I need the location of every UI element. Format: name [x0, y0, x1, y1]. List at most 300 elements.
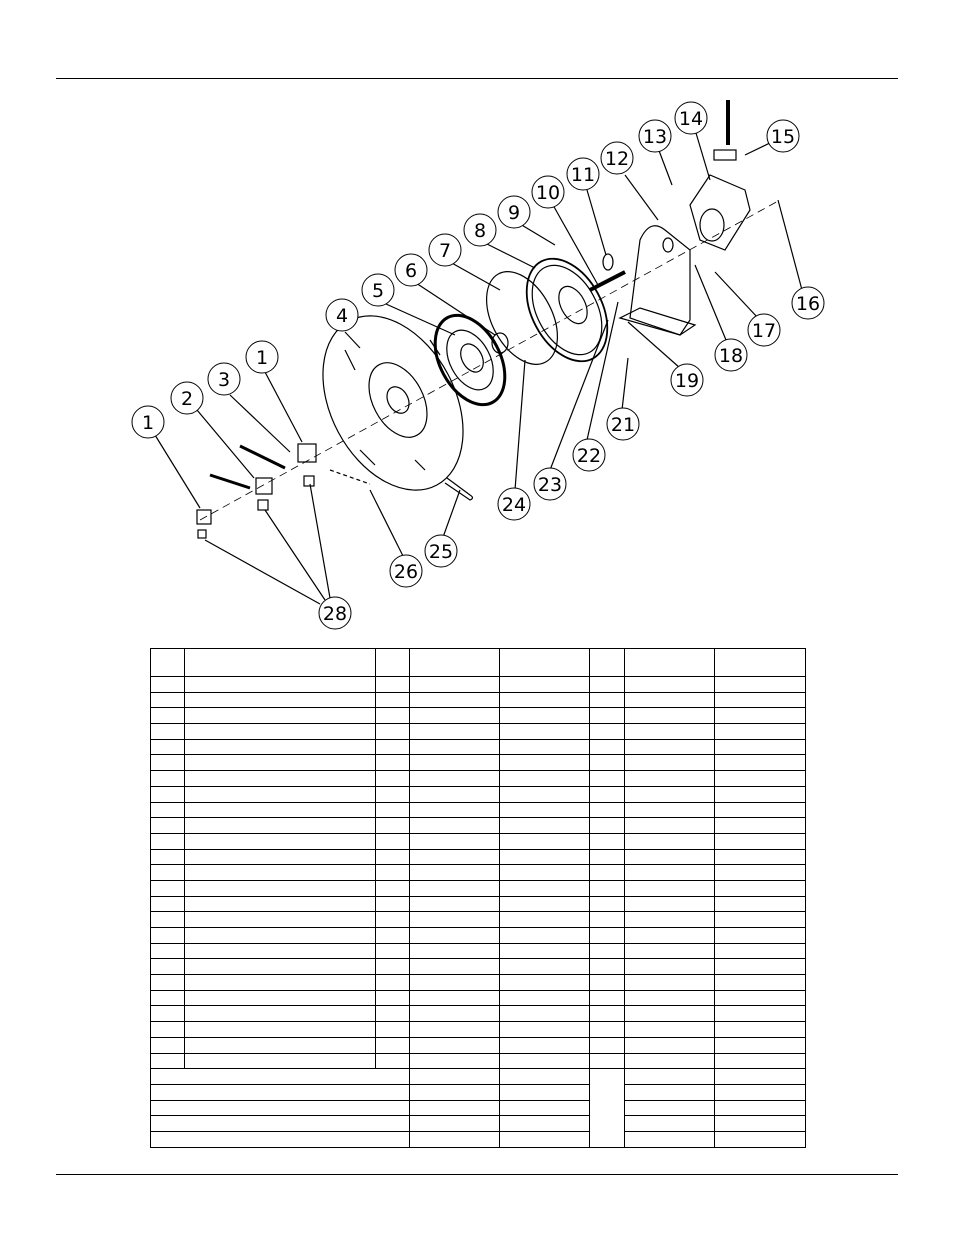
table-cell [185, 833, 376, 849]
callout-17 [748, 314, 780, 346]
table-cell [376, 928, 410, 944]
table-header-cell [500, 649, 590, 677]
table-cell [715, 739, 806, 755]
table-cell [715, 865, 806, 881]
table-header-cell [376, 649, 410, 677]
table-cell [151, 708, 185, 724]
table-cell [376, 802, 410, 818]
table-cell [151, 912, 185, 928]
parts-list-table [150, 648, 806, 1148]
table-cell [625, 677, 715, 693]
svg-text:25: 25 [428, 541, 454, 563]
table-cell [151, 802, 185, 818]
svg-text:1: 1 [255, 347, 269, 369]
table-cell [715, 1131, 806, 1147]
table-cell [715, 755, 806, 771]
table-cell [500, 708, 590, 724]
table-cell [625, 849, 715, 865]
table-cell [376, 724, 410, 740]
table-cell [500, 692, 590, 708]
svg-text:21: 21 [610, 414, 636, 436]
callout-12 [601, 142, 633, 174]
table-cell [500, 1116, 590, 1132]
table-cell [185, 677, 376, 693]
svg-text:16: 16 [795, 293, 821, 315]
table-row [151, 1022, 806, 1038]
table-cell [151, 1100, 410, 1116]
table-cell [625, 739, 715, 755]
table-cell [185, 724, 376, 740]
callout-5 [362, 274, 394, 306]
table-cell [625, 928, 715, 944]
table-cell [625, 1022, 715, 1038]
table-cell [625, 771, 715, 787]
svg-text:17: 17 [751, 320, 777, 342]
callout-1a [132, 406, 164, 438]
table-cell [376, 990, 410, 1006]
svg-text:13: 13 [642, 126, 668, 148]
table-cell [715, 912, 806, 928]
callout-16 [792, 287, 824, 319]
table-row [151, 692, 806, 708]
table-summary-row [151, 1100, 806, 1116]
table-header-cell [715, 649, 806, 677]
table-cell [410, 928, 500, 944]
table-cell [715, 833, 806, 849]
table-cell [376, 975, 410, 991]
table-cell [590, 692, 625, 708]
table-cell [715, 928, 806, 944]
table-cell [715, 1100, 806, 1116]
callout-6 [395, 254, 427, 286]
svg-text:2: 2 [180, 388, 194, 410]
table-cell [590, 1053, 625, 1069]
table-cell [500, 771, 590, 787]
table-cell [500, 786, 590, 802]
table-cell [185, 865, 376, 881]
table-cell [410, 771, 500, 787]
table-cell [500, 943, 590, 959]
table-cell [715, 943, 806, 959]
table-cell [376, 912, 410, 928]
table-cell [715, 896, 806, 912]
table-row [151, 739, 806, 755]
table-cell [410, 959, 500, 975]
reel-flange-drawing [295, 292, 492, 514]
table-row [151, 786, 806, 802]
table-cell [715, 975, 806, 991]
callout-14 [675, 102, 707, 134]
svg-text:28: 28 [322, 603, 348, 625]
table-cell [500, 865, 590, 881]
table-cell [500, 896, 590, 912]
table-cell [500, 1022, 590, 1038]
table-cell [500, 1006, 590, 1022]
table-cell [410, 786, 500, 802]
table-cell [500, 724, 590, 740]
table-cell [625, 1006, 715, 1022]
table-cell [590, 708, 625, 724]
table-cell [410, 990, 500, 1006]
table-row [151, 771, 806, 787]
table-cell [410, 1084, 500, 1100]
table-cell [715, 677, 806, 693]
table-cell [376, 739, 410, 755]
table-cell [376, 677, 410, 693]
table-cell [185, 1053, 376, 1069]
table-cell [500, 677, 590, 693]
table-cell [410, 802, 500, 818]
hose-fittings-drawing [197, 444, 316, 538]
svg-text:5: 5 [371, 280, 385, 302]
table-cell [151, 959, 185, 975]
table-cell [185, 1022, 376, 1038]
table-cell [185, 912, 376, 928]
table-cell [715, 849, 806, 865]
callout-28 [319, 597, 351, 629]
table-row [151, 975, 806, 991]
table-cell [151, 928, 185, 944]
table-cell [410, 1069, 500, 1085]
table-header-cell [185, 649, 376, 677]
callout-26 [390, 555, 422, 587]
svg-text:22: 22 [576, 445, 602, 467]
table-cell [410, 739, 500, 755]
table-cell [185, 975, 376, 991]
table-cell [376, 833, 410, 849]
table-cell [715, 1069, 806, 1085]
table-cell [590, 724, 625, 740]
table-cell [500, 880, 590, 896]
callout-23 [534, 468, 566, 500]
table-cell [151, 833, 185, 849]
table-cell [590, 1069, 625, 1147]
table-row [151, 802, 806, 818]
table-cell [151, 1084, 410, 1100]
table-cell [151, 975, 185, 991]
table-row [151, 959, 806, 975]
table-cell [151, 724, 185, 740]
table-row [151, 724, 806, 740]
table-cell [500, 1053, 590, 1069]
table-header-cell [625, 649, 715, 677]
callout-11 [567, 158, 599, 190]
table-cell [376, 1006, 410, 1022]
table-cell [500, 928, 590, 944]
table-cell [715, 818, 806, 834]
table-cell [151, 865, 185, 881]
table-cell [185, 849, 376, 865]
table-cell [151, 786, 185, 802]
table-cell [625, 692, 715, 708]
table-cell [715, 771, 806, 787]
table-cell [410, 943, 500, 959]
table-header-cell [410, 649, 500, 677]
callout-18 [715, 339, 747, 371]
table-cell [715, 802, 806, 818]
callout-1b [246, 341, 278, 373]
table-cell [185, 943, 376, 959]
table-cell [185, 880, 376, 896]
table-cell [151, 1053, 185, 1069]
svg-text:6: 6 [404, 260, 418, 282]
svg-text:15: 15 [770, 126, 796, 148]
table-cell [410, 677, 500, 693]
callout-22 [573, 439, 605, 471]
table-cell [500, 912, 590, 928]
table-cell [625, 912, 715, 928]
table-cell [625, 802, 715, 818]
table-summary-row [151, 1084, 806, 1100]
table-cell [185, 802, 376, 818]
table-cell [715, 724, 806, 740]
table-cell [500, 1037, 590, 1053]
svg-text:8: 8 [473, 220, 487, 242]
table-cell [715, 1053, 806, 1069]
table-cell [625, 943, 715, 959]
table-cell [151, 692, 185, 708]
callout-13 [639, 120, 671, 152]
callout-25 [425, 535, 457, 567]
table-row [151, 818, 806, 834]
table-cell [500, 755, 590, 771]
table-cell [410, 1022, 500, 1038]
table-cell [590, 1022, 625, 1038]
table-cell [376, 880, 410, 896]
svg-text:11: 11 [570, 164, 596, 186]
table-row [151, 677, 806, 693]
table-cell [715, 1084, 806, 1100]
table-cell [715, 990, 806, 1006]
table-cell [590, 912, 625, 928]
table-cell [410, 1006, 500, 1022]
table-cell [590, 943, 625, 959]
table-row [151, 880, 806, 896]
table-cell [590, 896, 625, 912]
table-cell [500, 1100, 590, 1116]
table-cell [151, 896, 185, 912]
table-summary-row [151, 1131, 806, 1147]
table-cell [376, 1037, 410, 1053]
table-cell [151, 1022, 185, 1038]
table-cell [376, 943, 410, 959]
table-cell [500, 849, 590, 865]
bottom-rule [56, 1174, 898, 1175]
table-cell [625, 1037, 715, 1053]
table-cell [590, 849, 625, 865]
svg-text:10: 10 [535, 182, 561, 204]
table-cell [151, 1006, 185, 1022]
table-cell [410, 912, 500, 928]
table-cell [376, 755, 410, 771]
table-cell [410, 708, 500, 724]
callout-3 [208, 363, 240, 395]
table-cell [625, 1084, 715, 1100]
table-cell [410, 880, 500, 896]
mounting-bracket-drawing [620, 226, 695, 335]
table-cell [410, 1053, 500, 1069]
table-cell [151, 880, 185, 896]
table-cell [376, 1022, 410, 1038]
table-cell [590, 990, 625, 1006]
table-cell [376, 771, 410, 787]
table-cell [590, 959, 625, 975]
table-cell [185, 1006, 376, 1022]
callout-7 [429, 234, 461, 266]
table-cell [185, 755, 376, 771]
table-row [151, 1053, 806, 1069]
table-cell [185, 786, 376, 802]
table-cell [715, 786, 806, 802]
table-cell [715, 708, 806, 724]
callout-24 [498, 488, 530, 520]
table-cell [151, 943, 185, 959]
table-row [151, 912, 806, 928]
table-cell [590, 865, 625, 881]
callout-10 [532, 176, 564, 208]
table-cell [185, 771, 376, 787]
table-row [151, 1037, 806, 1053]
table-cell [715, 959, 806, 975]
table-cell [715, 880, 806, 896]
table-cell [590, 975, 625, 991]
table-header-cell [590, 649, 625, 677]
table-cell [625, 786, 715, 802]
table-cell [625, 1116, 715, 1132]
table-cell [376, 849, 410, 865]
table-cell [151, 1069, 410, 1085]
callout-19 [671, 364, 703, 396]
svg-text:19: 19 [674, 370, 700, 392]
callout-21 [607, 408, 639, 440]
table-cell [625, 990, 715, 1006]
table-cell [590, 739, 625, 755]
table-row [151, 896, 806, 912]
table-cell [625, 865, 715, 881]
table-cell [185, 708, 376, 724]
table-cell [715, 1116, 806, 1132]
table-row [151, 943, 806, 959]
table-cell [376, 865, 410, 881]
table-cell [500, 1084, 590, 1100]
table-cell [376, 896, 410, 912]
table-cell [500, 1069, 590, 1085]
table-cell [590, 818, 625, 834]
table-cell [590, 786, 625, 802]
table-cell [625, 724, 715, 740]
table-cell [376, 708, 410, 724]
table-row [151, 928, 806, 944]
table-cell [625, 818, 715, 834]
table-header-cell [151, 649, 185, 677]
table-row [151, 755, 806, 771]
callout-9 [498, 196, 530, 228]
table-row [151, 708, 806, 724]
callout-labels [132, 102, 824, 629]
table-cell [410, 833, 500, 849]
table-cell [185, 990, 376, 1006]
table-cell [625, 896, 715, 912]
table-cell [151, 771, 185, 787]
table-cell [151, 755, 185, 771]
callout-2 [171, 382, 203, 414]
callout-8 [464, 214, 496, 246]
table-cell [151, 818, 185, 834]
table-cell [625, 959, 715, 975]
svg-text:24: 24 [501, 494, 527, 516]
table-cell [625, 975, 715, 991]
table-cell [376, 1053, 410, 1069]
table-cell [185, 818, 376, 834]
table-cell [185, 1037, 376, 1053]
svg-text:9: 9 [507, 202, 521, 224]
table-cell [625, 1069, 715, 1085]
table-cell [410, 692, 500, 708]
table-cell [500, 802, 590, 818]
table-cell [410, 1116, 500, 1132]
table-cell [625, 755, 715, 771]
table-cell [410, 1037, 500, 1053]
table-cell [625, 833, 715, 849]
table-cell [715, 1022, 806, 1038]
callout-4 [326, 299, 358, 331]
table-cell [151, 990, 185, 1006]
table-row [151, 849, 806, 865]
table-cell [376, 786, 410, 802]
table-cell [185, 692, 376, 708]
table-row [151, 865, 806, 881]
table-cell [715, 1006, 806, 1022]
table-cell [151, 849, 185, 865]
table-cell [185, 959, 376, 975]
table-cell [625, 708, 715, 724]
svg-text:3: 3 [217, 369, 231, 391]
table-row [151, 1006, 806, 1022]
svg-text:4: 4 [335, 305, 349, 327]
table-cell [410, 1100, 500, 1116]
table-cell [590, 677, 625, 693]
table-cell [500, 990, 590, 1006]
callout-15 [767, 120, 799, 152]
table-cell [151, 1037, 185, 1053]
table-cell [410, 865, 500, 881]
table-cell [376, 959, 410, 975]
table-header-row [151, 649, 806, 677]
table-cell [151, 1131, 410, 1147]
table-cell [625, 880, 715, 896]
table-cell [625, 1131, 715, 1147]
table-cell [410, 755, 500, 771]
table-summary-row [151, 1116, 806, 1132]
table-cell [185, 896, 376, 912]
svg-text:26: 26 [393, 561, 419, 583]
table-summary-row [151, 1069, 806, 1085]
table-cell [185, 739, 376, 755]
svg-text:23: 23 [537, 474, 563, 496]
table-row [151, 833, 806, 849]
table-cell [625, 1100, 715, 1116]
table-cell [151, 677, 185, 693]
table-cell [500, 959, 590, 975]
svg-text:18: 18 [718, 345, 744, 367]
table-cell [376, 818, 410, 834]
spring-housing-drawing [421, 304, 519, 417]
table-cell [715, 692, 806, 708]
table-row [151, 990, 806, 1006]
table-cell [590, 1037, 625, 1053]
svg-text:7: 7 [438, 240, 452, 262]
table-cell [625, 1053, 715, 1069]
